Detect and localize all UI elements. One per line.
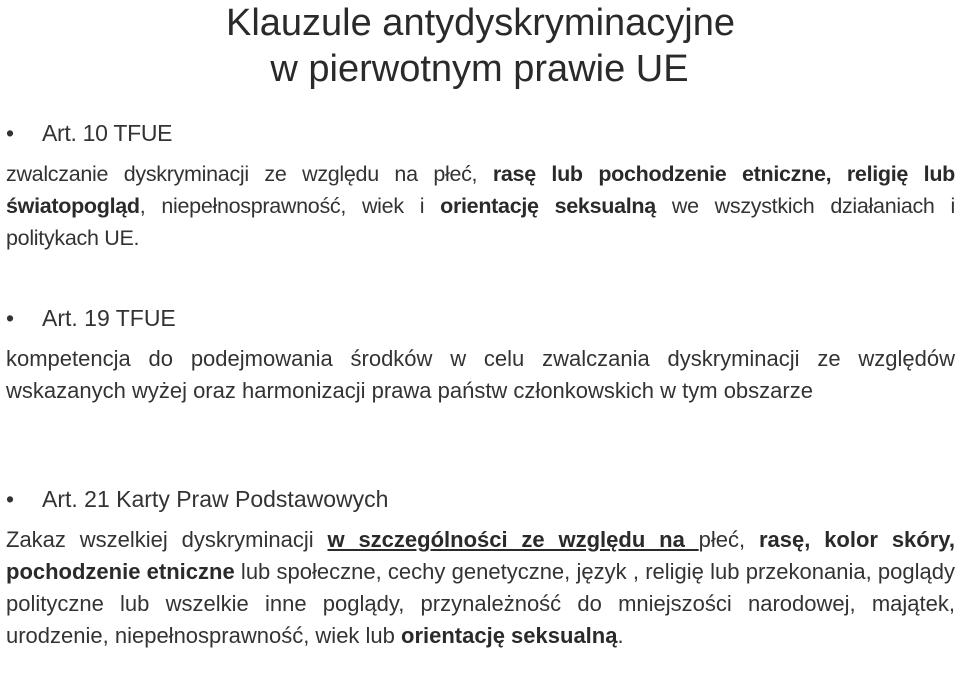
section-art-19 bbox=[6, 303, 955, 407]
title-line-1: Klauzule antydyskryminacyjne bbox=[225, 2, 735, 44]
section-body bbox=[6, 158, 955, 254]
slide-title bbox=[0, 0, 959, 92]
body-text-fragment: . bbox=[617, 623, 624, 648]
bullet-icon: • bbox=[6, 305, 15, 331]
section-heading: Art. 10 TFUE bbox=[42, 120, 173, 146]
body-text-fragment: , niepełnosprawność, wiek i bbox=[139, 194, 441, 218]
section-body bbox=[6, 524, 955, 652]
body-text-fragment: płeć, bbox=[698, 527, 759, 552]
section-art-21 bbox=[6, 484, 955, 652]
body-text-fragment: Zakaz wszelkiej dyskryminacji bbox=[6, 527, 328, 552]
section-heading: Art. 21 Karty Praw Podstawowych bbox=[42, 486, 389, 512]
body-text-bold: rasę lub pochodzenie etniczne, religię lub światopogląd bbox=[6, 162, 955, 218]
bullet-icon: • bbox=[6, 486, 15, 512]
body-text-bold: orientację seksualną bbox=[440, 194, 656, 218]
body-text-fragment: we wszystkich działaniach i politykach UE. bbox=[6, 194, 956, 250]
section-heading-row bbox=[6, 118, 955, 148]
body-text-bold: orientację seksualną bbox=[401, 623, 618, 648]
body-text-fragment: zwalczanie dyskryminacji ze względu na płeć, bbox=[6, 162, 493, 186]
section-heading-row bbox=[6, 484, 955, 514]
bullet-icon: • bbox=[6, 120, 15, 146]
body-text-fragment: lub społeczne, cechy genetyczne, język , religię lub przekonania, poglądy polityczne lub wszelkie inne poglądy, przynależność do mniejszości narodowej, majątek, urodzenie, niepełnosprawność, wiek lub bbox=[6, 559, 955, 648]
body-text-bold: rasę, kolor skóry, pochodzenie etniczne bbox=[6, 527, 956, 584]
section-body: kompetencja do podejmowania środków w celu zwalczania dyskryminacji ze względów wskazanych wyżej oraz harmonizacji prawa państw członkowskich w tym obszarze bbox=[6, 346, 955, 403]
title-line-2: w pierwotnym prawie UE bbox=[270, 48, 689, 90]
section-heading: Art. 19 TFUE bbox=[42, 305, 176, 331]
section-heading-row bbox=[6, 303, 955, 333]
section-art-10 bbox=[6, 118, 955, 254]
body-text-bold-underlined: w szczególności ze względu na bbox=[327, 527, 699, 552]
